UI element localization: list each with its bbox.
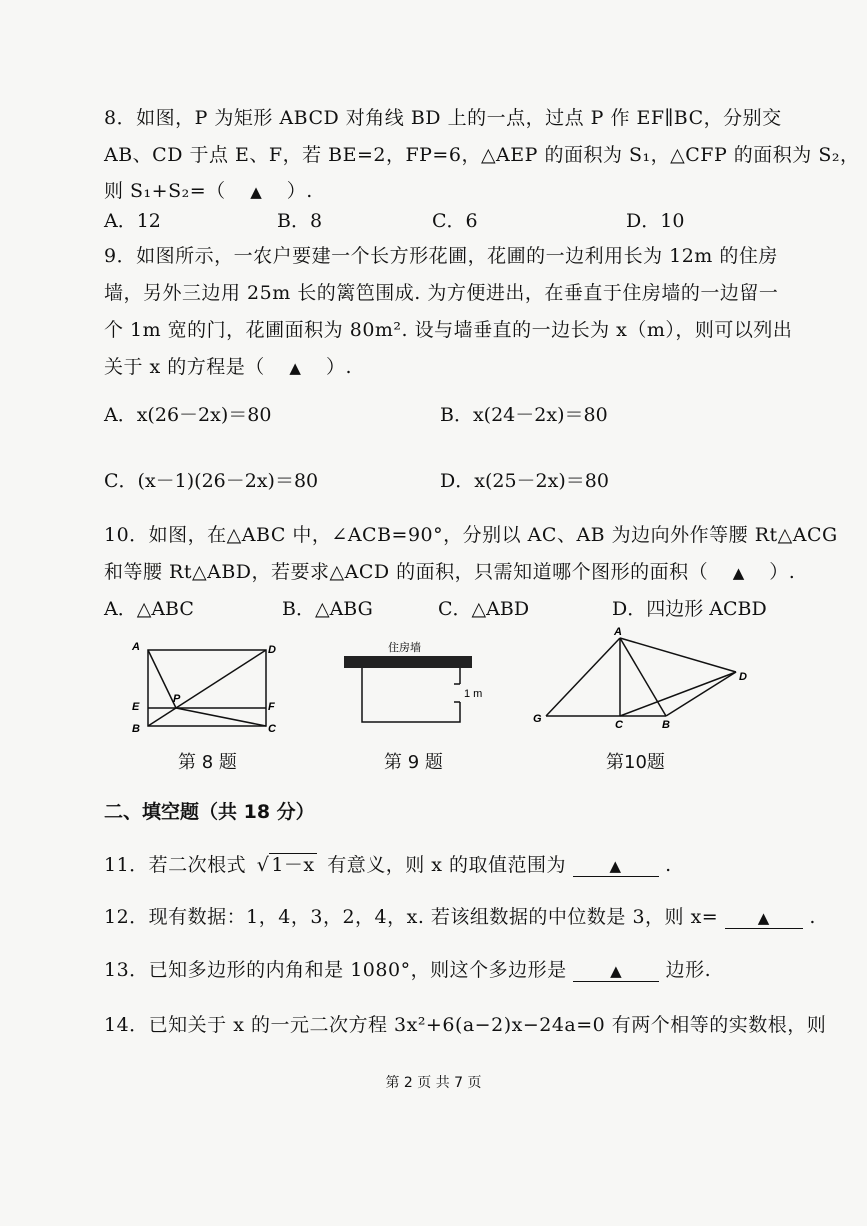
label-a: A	[614, 626, 622, 638]
q9-line-1: 9．如图所示，一农户要建一个长方形花圃，花圃的一边利用长为 12m 的住房	[104, 245, 778, 267]
answer-blank	[573, 959, 659, 982]
label-a: A	[132, 641, 140, 653]
q8-line-3	[104, 176, 313, 203]
q10-option-c: C．△ABD	[438, 598, 530, 620]
q14-line-1: 14．已知关于 x 的一元二次方程 3x²+6(a−2)x−24a=0 有两个相等的实数根，则	[104, 1014, 827, 1036]
q8-option-a: A．12	[104, 210, 161, 232]
q9-option-b: B．x(24－2x)＝80	[440, 404, 608, 426]
segment-pc	[176, 708, 266, 726]
q9-line-4-end: ）.	[325, 356, 352, 378]
figure-8-diagram	[128, 636, 288, 742]
door-label: 1 m	[464, 688, 483, 700]
answer-mark: ▲	[610, 962, 623, 980]
label-d: D	[739, 671, 747, 683]
label-c: C	[615, 719, 623, 731]
q9-line-3: 个 1m 宽的门，花圃面积为 80m². 设与墙垂直的一边长为 x（m），则可以列出	[104, 319, 793, 341]
q8-option-b: B．8	[277, 210, 323, 232]
q9-option-d: D．x(25－2x)＝80	[440, 470, 609, 492]
q9-line-4-text: 关于 x 的方程是（	[104, 356, 265, 378]
q8-option-c: C．6	[432, 210, 478, 232]
q10-line-2-end: ）.	[769, 561, 796, 583]
q9-option-c: C．(x－1)(26－2x)＝80	[104, 470, 319, 492]
fence	[362, 668, 460, 722]
label-e: E	[132, 701, 140, 713]
figure-9-diagram	[336, 636, 486, 730]
house-wall	[344, 656, 472, 668]
figure-9-caption: 第 9 题	[384, 752, 443, 773]
q10-line-1: 10．如图，在△ABC 中，∠ACB=90°，分别以 AC、AB 为边向外作等腰 Rt△ACG	[104, 524, 838, 546]
figure-8-caption: 第 8 题	[178, 752, 237, 773]
label-p: P	[173, 693, 181, 705]
figure-10-diagram	[528, 624, 758, 734]
label-g: G	[533, 713, 542, 725]
sqrt-sign: √	[256, 854, 270, 876]
answer-mark: ▲	[732, 564, 745, 582]
answer-blank	[573, 854, 659, 877]
page-footer: 第 2 页 共 7 页	[385, 1075, 482, 1091]
q8-option-d: D．10	[626, 210, 685, 232]
label-f: F	[268, 701, 275, 713]
answer-mark: ▲	[289, 359, 302, 377]
answer-mark: ▲	[757, 909, 770, 927]
q13-text-2: 边形.	[665, 959, 712, 981]
q13-line	[104, 955, 711, 982]
label-d: D	[268, 644, 276, 656]
q13-text: 13．已知多边形的内角和是 1080°，则这个多边形是	[104, 959, 567, 981]
q11-text: 11．若二次根式	[104, 854, 247, 876]
label-b: B	[662, 719, 670, 731]
label-b: B	[132, 723, 140, 735]
segment-ap	[148, 650, 176, 708]
q10-option-a: A．△ABC	[104, 598, 194, 620]
sqrt-expression	[257, 850, 317, 877]
q9-line-2: 墙，另外三边用 25m 长的篱笆围成. 为方便进出，在垂直于住房墙的一边留一	[104, 282, 779, 304]
q8-line-2: AB、CD 于点 E、F，若 BE=2，FP=6，△AEP 的面积为 S₁，△CFP 的面积为 S₂，	[104, 144, 860, 166]
answer-mark: ▲	[250, 183, 263, 201]
q9-line-4	[104, 352, 352, 379]
q8-line-3-end: ）.	[286, 180, 313, 202]
figure-10-caption: 第10题	[606, 752, 665, 773]
sqrt-radicand: 1－x	[271, 854, 315, 876]
q12-line	[104, 902, 816, 929]
q11-text-2: 有意义，则 x 的取值范围为	[327, 854, 566, 876]
segment-cd	[620, 672, 736, 716]
q12-end: .	[809, 906, 816, 928]
q10-option-d: D．四边形 ACBD	[612, 598, 767, 620]
answer-mark: ▲	[609, 857, 622, 875]
label-c: C	[268, 723, 276, 735]
q9-option-a: A．x(26－2x)＝80	[104, 404, 272, 426]
q10-line-2-text: 和等腰 Rt△ABD，若要求△ACD 的面积，只需知道哪个图形的面积（	[104, 561, 709, 583]
q8-line-1: 8．如图，P 为矩形 ABCD 对角线 BD 上的一点，过点 P 作 EF∥BC，分别交	[104, 107, 782, 129]
answer-blank	[725, 906, 803, 929]
q11-end: .	[665, 854, 672, 876]
q11-line	[104, 850, 672, 877]
q10-line-2	[104, 557, 795, 584]
wall-label: 住房墙	[388, 642, 421, 654]
segment-ga	[546, 638, 620, 716]
section-title: 二、填空题（共 18 分）	[104, 801, 315, 823]
q12-text: 12．现有数据：1，4，3，2，4，x. 若该组数据的中位数是 3，则 x=	[104, 906, 719, 928]
q8-line-3-text: 则 S₁+S₂=（	[104, 180, 226, 202]
q10-option-b: B．△ABG	[282, 598, 373, 620]
